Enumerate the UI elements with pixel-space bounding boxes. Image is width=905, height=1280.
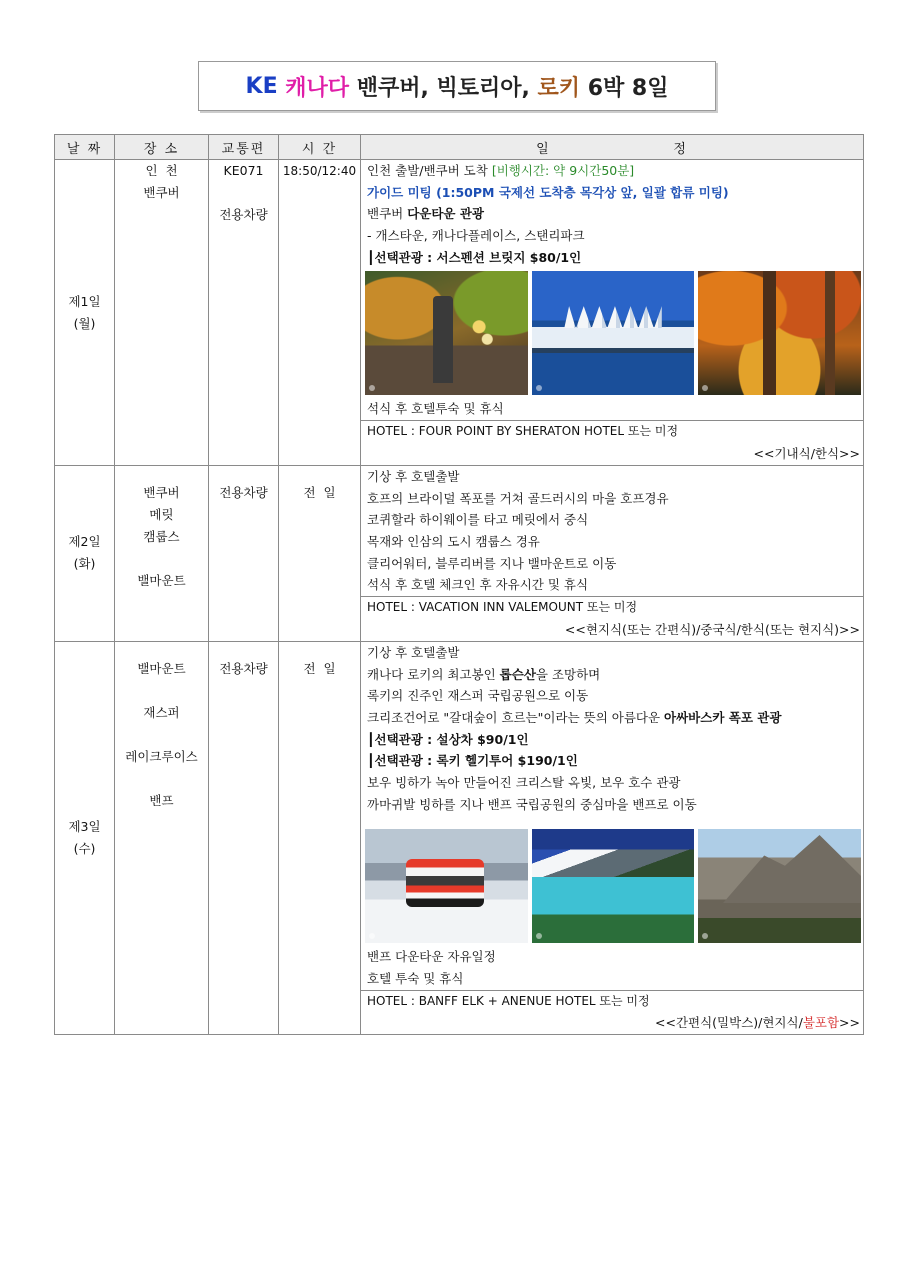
header-place: 장 소 xyxy=(115,135,209,160)
snow-coach-glacier-photo xyxy=(365,829,528,943)
day-2-schedule xyxy=(361,466,864,642)
day-1-date xyxy=(55,160,115,466)
schedule-line: 호프의 브라이덜 폭포를 거쳐 골드러시의 마을 호프경유 xyxy=(367,490,669,506)
day-3-schedule xyxy=(361,641,864,1035)
optional-tour-line: ┃선택관광 : 록키 헬기투어 $190/1인 xyxy=(367,753,578,769)
place: 밴프 xyxy=(149,792,174,808)
hotel-line: HOTEL : VACATION INN VALEMOUNT 또는 미정 xyxy=(361,596,863,619)
schedule-line: 코퀴할라 하이웨이를 타고 메릿에서 중식 xyxy=(367,512,589,528)
gastown-steam-clock-photo xyxy=(365,271,528,395)
day-2-places xyxy=(115,466,209,642)
transport-type: 전용차량 xyxy=(219,207,268,222)
meal-text: >> xyxy=(839,1015,860,1031)
day-2-time xyxy=(279,466,361,642)
schedule-text: 캐나다 로키의 최고봉인 xyxy=(367,666,500,682)
schedule-line xyxy=(361,203,863,225)
place: 레이크루이스 xyxy=(125,748,198,764)
title-cities: 밴쿠버, 빅토리아, xyxy=(356,75,530,101)
day-3-weekday: (수) xyxy=(73,841,96,857)
hotel-line: HOTEL : FOUR POINT BY SHERATON HOTEL 또는 미정 xyxy=(361,420,863,443)
day-1-schedule xyxy=(361,160,864,466)
header-date: 날 짜 xyxy=(55,135,115,160)
header-time: 시 간 xyxy=(279,135,361,160)
schedule-text: 밴쿠버 xyxy=(367,206,408,222)
header-row xyxy=(55,135,864,160)
day-1-row xyxy=(55,160,864,466)
turquoise-lake-photo xyxy=(532,829,695,943)
schedule-text-bold: 롭슨산 xyxy=(499,666,536,682)
schedule-line xyxy=(361,707,863,729)
day-1-transport xyxy=(209,160,279,466)
schedule-line: 석식 후 호텔투숙 및 휴식 xyxy=(367,401,504,417)
schedule-line: 밴프 다운타운 자유일정 xyxy=(367,949,496,965)
day-2-date xyxy=(55,466,115,642)
title-rocky: 로키 xyxy=(537,75,581,101)
place: 밸마운트 xyxy=(137,660,186,676)
time-allday: 전 일 xyxy=(303,660,336,676)
schedule-line: - 개스타운, 캐나다플레이스, 스탠리파크 xyxy=(367,228,585,244)
schedule-line: 호텔 투숙 및 휴식 xyxy=(367,971,464,986)
day-3-places xyxy=(115,641,209,1035)
place: 밴쿠버 xyxy=(143,485,180,500)
place: 재스퍼 xyxy=(143,704,180,720)
day-3-date xyxy=(55,641,115,1035)
flight-number: KE071 xyxy=(223,163,264,178)
schedule-line: 석식 후 호텔 체크인 후 자유시간 및 휴식 xyxy=(367,577,589,593)
schedule-line: 록키의 진주인 재스퍼 국립공원으로 이동 xyxy=(367,688,589,704)
schedule-text: 인천 출발/밴쿠버 도착 xyxy=(367,163,492,178)
place: 메릿 xyxy=(149,507,174,522)
page-title xyxy=(198,61,716,111)
schedule-text: 크리조건어로 "갈대숲이 흐르는"이라는 뜻의 아름다운 xyxy=(367,709,665,725)
day-3-transport xyxy=(209,641,279,1035)
optional-tour-line: ┃선택관광 : 설상차 $90/1인 xyxy=(367,731,529,747)
day-1-time: 18:50/12:40 xyxy=(279,160,361,466)
schedule-line: 까마귀발 빙하를 지나 밴프 국립공원의 중심마을 밴프로 이동 xyxy=(367,796,697,812)
transport-type: 전용차량 xyxy=(219,485,268,500)
place: 인 천 xyxy=(145,163,178,178)
meal-info xyxy=(361,1012,863,1034)
schedule-line xyxy=(361,160,863,182)
schedule-line: 클리어워터, 블루리버를 지나 밸마운트로 이동 xyxy=(367,555,617,571)
schedule-text-bold: 다운타운 관광 xyxy=(407,206,485,222)
day-2-row xyxy=(55,466,864,642)
place: 캠룹스 xyxy=(143,529,180,544)
place: 밸마운트 xyxy=(137,573,186,588)
day-2-label: 제2일 xyxy=(68,534,101,550)
day-1-weekday: (월) xyxy=(73,315,96,331)
day-1-places xyxy=(115,160,209,466)
schedule-line: 목재와 인삼의 도시 캠룹스 경유 xyxy=(367,534,540,550)
day-1-photos xyxy=(361,268,863,398)
hotel-line: HOTEL : BANFF ELK + ANENUE HOTEL 또는 미정 xyxy=(361,990,863,1013)
meal-info: <<현지식(또는 간편식)/중국식/한식(또는 현지식)>> xyxy=(564,621,860,637)
schedule-text-bold: 아싸바스카 폭포 관광 xyxy=(664,709,782,725)
day-3-label: 제3일 xyxy=(68,819,101,835)
stanley-park-totem-photo xyxy=(698,271,861,395)
day-1-label: 제1일 xyxy=(68,293,101,309)
flight-duration: [비행시간: 약 9시간50분] xyxy=(491,163,635,178)
day-3-row xyxy=(55,641,864,1035)
schedule-line: 보우 빙하가 녹아 만들어진 크리스탈 옥빛, 보우 호수 관광 xyxy=(367,774,681,790)
transport-type: 전용차량 xyxy=(219,660,268,676)
schedule-line: 기상 후 호텔출발 xyxy=(367,644,460,660)
day-2-transport xyxy=(209,466,279,642)
place: 밴쿠버 xyxy=(143,185,180,200)
header-transport: 교통편 xyxy=(209,135,279,160)
schedule-line xyxy=(361,664,863,686)
guide-meeting-line: 가이드 미팅 (1:50PM 국제선 도착층 목각상 앞, 일괄 합류 미팅) xyxy=(367,184,729,200)
day-2-weekday: (화) xyxy=(73,556,96,572)
header-schedule: 일 정 xyxy=(361,135,864,160)
day-3-time xyxy=(279,641,361,1035)
schedule-text: 을 조망하며 xyxy=(535,666,601,682)
day-3-photos xyxy=(361,815,863,946)
time-allday: 전 일 xyxy=(303,485,336,500)
itinerary-table xyxy=(54,134,864,1035)
meal-text: <<간편식(밀박스)/현지식/ xyxy=(655,1015,803,1031)
title-canada: 캐나다 xyxy=(285,75,350,101)
title-duration: 6박 8일 xyxy=(587,75,669,101)
title-ke: KE xyxy=(245,73,278,99)
schedule-line: 기상 후 호텔출발 xyxy=(367,469,460,484)
optional-tour-line: ┃선택관광 : 서스펜션 브릿지 $80/1인 xyxy=(367,249,582,265)
banff-mountain-town-photo xyxy=(698,829,861,943)
meal-not-included: 불포함 xyxy=(802,1015,840,1031)
meal-info: <<기내식/한식>> xyxy=(753,445,860,461)
canada-place-harbour-photo xyxy=(532,271,695,395)
